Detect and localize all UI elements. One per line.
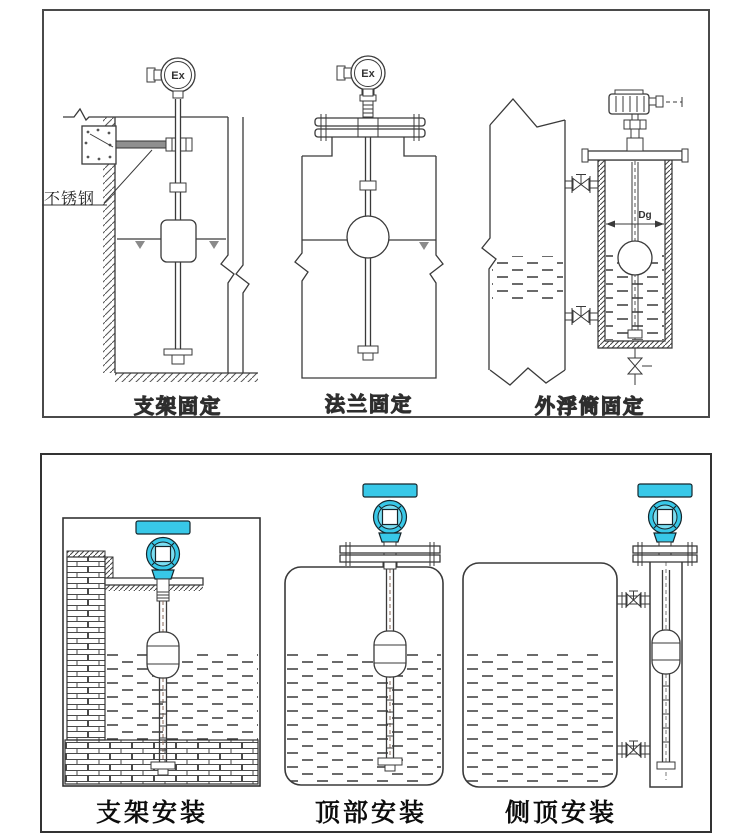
caption-side-top-installation: 侧顶安装: [504, 799, 617, 827]
material-note-stainless-steel: 不锈钢: [44, 191, 96, 208]
ex-marking-2: Ex: [361, 68, 375, 80]
caption-external-chamber-fixing: 外浮筒固定: [535, 396, 645, 418]
bracket-fixing-diagram: [42, 58, 258, 382]
side-top-installation-diagram: [463, 484, 697, 787]
caption-bracket-fixing: 支架固定: [134, 396, 222, 418]
flange-fixing-diagram: [295, 56, 443, 378]
caption-top-installation: 顶部安装: [314, 799, 427, 827]
external-chamber-fixing-diagram: [482, 90, 688, 385]
bracket-installation-diagram: [63, 518, 260, 786]
top-installation-diagram: [285, 484, 443, 785]
caption-flange-fixing: 法兰固定: [325, 394, 413, 416]
caption-bracket-installation: 支架安装: [95, 799, 208, 827]
ex-marking-1: Ex: [171, 70, 185, 82]
diameter-label: Dg: [638, 210, 652, 221]
